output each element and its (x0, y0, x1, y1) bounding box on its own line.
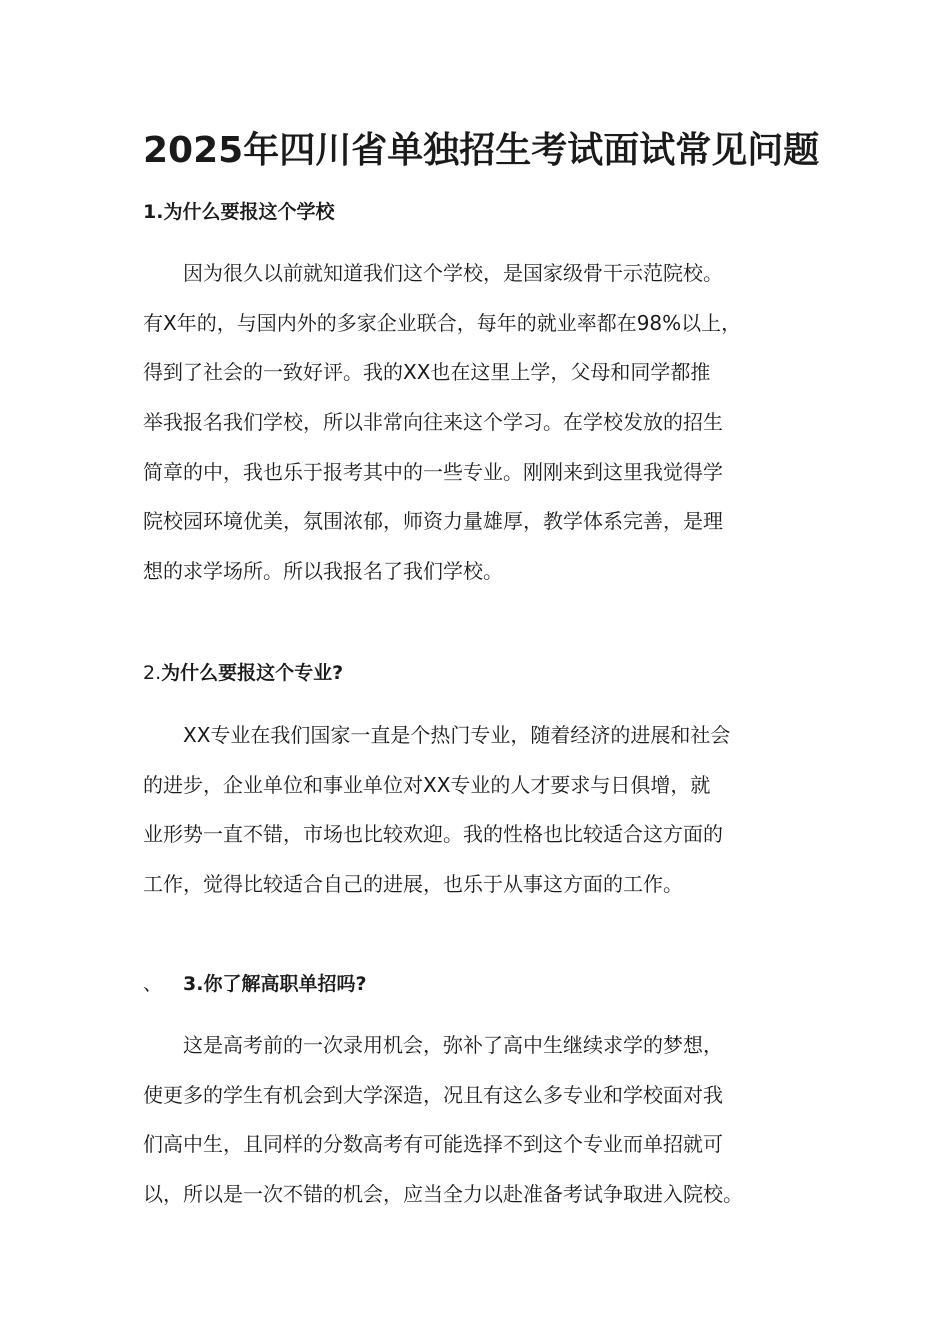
paragraph-line: 使更多的学生有机会到大学深造，况且有这么多专业和学校面对我 (143, 1082, 723, 1107)
section-2-number: 2. (143, 662, 162, 684)
section-2-heading (143, 659, 343, 687)
section-3-number: 3. (183, 973, 204, 995)
paragraph-line: 有X年的，与国内外的多家企业联合，每年的就业率都在98%以上， (143, 310, 742, 335)
section-2-title: 为什么要报这个专业? (161, 662, 344, 684)
section-3-mark: 、 (143, 973, 163, 995)
paragraph-line: 以，所以是一次不错的机会，应当全力以赴准备考试争取进入院校。 (143, 1182, 743, 1207)
section-1-title: 为什么要报这个学校 (163, 201, 335, 223)
paragraph-line: 得到了社会的一致好评。我的XX也在这里上学，父母和同学都推 (143, 360, 711, 385)
paragraph-line: 这是高考前的一次录用机会，弥补了高中生继续求学的梦想， (183, 1033, 723, 1057)
section-1-heading (143, 198, 334, 226)
paragraph-line: 简章的中，我也乐于报考其中的一些专业。刚刚来到这里我觉得学 (143, 459, 723, 484)
paragraph-line: 院校园环境优美，氛围浓郁，师资力量雄厚，教学体系完善，是理 (143, 509, 723, 534)
paragraph-line: 们高中生，且同样的分数高考有可能选择不到这个专业而单招就可 (143, 1132, 723, 1157)
paragraph-line: 业形势一直不错，市场也比较欢迎。我的性格也比较适合这方面的 (143, 822, 723, 847)
section-1-number: 1. (143, 201, 164, 223)
document-title: 2025年四川省单独招生考试面试常见问题 (143, 130, 820, 171)
paragraph-line: 举我报名我们学校，所以非常向往来这个学习。在学校发放的招生 (143, 410, 723, 435)
paragraph-line: 工作，觉得比较适合自己的进展，也乐于从事这方面的工作。 (143, 872, 683, 897)
paragraph-line: 因为很久以前就知道我们这个学校，是国家级骨干示范院校。 (183, 261, 723, 285)
section-3-heading (143, 970, 366, 998)
paragraph-line: 想的求学场所。所以我报名了我们学校。 (143, 559, 503, 584)
paragraph-line: XX专业在我们国家一直是个热门专业，随着经济的进展和社会 (183, 723, 731, 747)
section-3-title: 你了解高职单招吗? (203, 973, 367, 995)
paragraph-line: 的进步，企业单位和事业单位对XX专业的人才要求与日俱增，就 (143, 772, 711, 797)
section-1-paragraph (143, 249, 803, 597)
section-2-paragraph (143, 711, 803, 910)
section-3-paragraph (143, 1021, 803, 1220)
